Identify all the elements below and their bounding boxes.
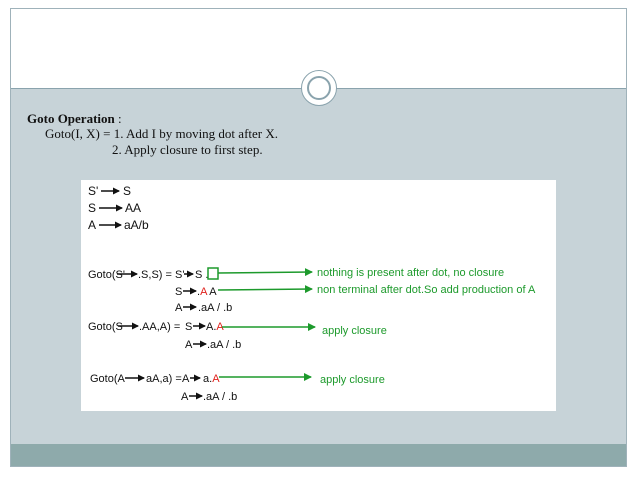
goto3-prefix: Goto(A (90, 373, 125, 385)
goto1-rhs: S . (195, 269, 209, 281)
goto2-rhs-red: A (216, 321, 224, 333)
goto3-item2-rhs: .aA / .b (203, 391, 238, 403)
heading-text: Goto Operation (27, 111, 115, 126)
slide-heading (27, 111, 122, 127)
goto1-item3-lhs: A (175, 302, 183, 314)
grammar-rhs-2: AA (125, 201, 142, 215)
goto1-item2-lhs: S (175, 286, 183, 298)
goto-figure (81, 180, 556, 411)
goto2-suffix: .AA,A) = (139, 321, 181, 333)
goto1-item2-dot: . (197, 286, 201, 298)
heading-colon: : (114, 111, 122, 126)
goto3-rhs-black: a. (203, 373, 213, 385)
goto2-item2-lhs: A (185, 339, 193, 351)
goto1-prefix: Goto(S' (88, 269, 125, 281)
goto1-item2-red: A (200, 286, 207, 298)
note-no-closure: nothing is present after dot, no closure (317, 267, 505, 279)
goto2-rhs-black: A. (206, 321, 217, 333)
empty-after-dot-box (208, 268, 218, 279)
definition-line-1: Goto(I, X) = 1. Add I by moving dot after X. (45, 126, 278, 141)
grammar-rhs-1: S (123, 184, 132, 198)
grammar-lhs-1: S' (88, 184, 99, 198)
note-arrow-icon (218, 289, 312, 290)
goto3-item2-lhs: A (181, 391, 189, 403)
divider-ornament-icon (301, 70, 337, 106)
definition-line-2: 2. Apply closure to first step. (112, 142, 263, 157)
goto2-item2-rhs: .aA / .b (207, 339, 242, 351)
svg-text:.A A (197, 286, 217, 298)
svg-text:a.A (203, 373, 220, 385)
note-arrow-icon (218, 272, 312, 273)
grammar-rhs-3: aA/b (124, 218, 149, 232)
goto1-suffix: .S,S) = (138, 269, 172, 281)
grammar-lhs-2: S (88, 201, 97, 215)
goto1-lhs: S' (175, 269, 185, 281)
goto3-lhs: A (182, 373, 190, 385)
grammar-lhs-3: A (88, 218, 97, 232)
goto2-prefix: Goto(S (88, 321, 123, 333)
note-apply-closure-3: apply closure (320, 374, 385, 386)
note-apply-closure-2: apply closure (322, 325, 387, 337)
goto1-item3-rhs: .aA / .b (198, 302, 233, 314)
note-add-production: non terminal after dot.So add production of A (317, 284, 536, 296)
goto1-item2-rest: A (206, 286, 217, 298)
svg-text:A.A (206, 321, 224, 333)
goto3-suffix: aA,a) = (146, 373, 182, 385)
goto3-rhs-red: A (212, 373, 220, 385)
goto2-lhs: S (185, 321, 193, 333)
